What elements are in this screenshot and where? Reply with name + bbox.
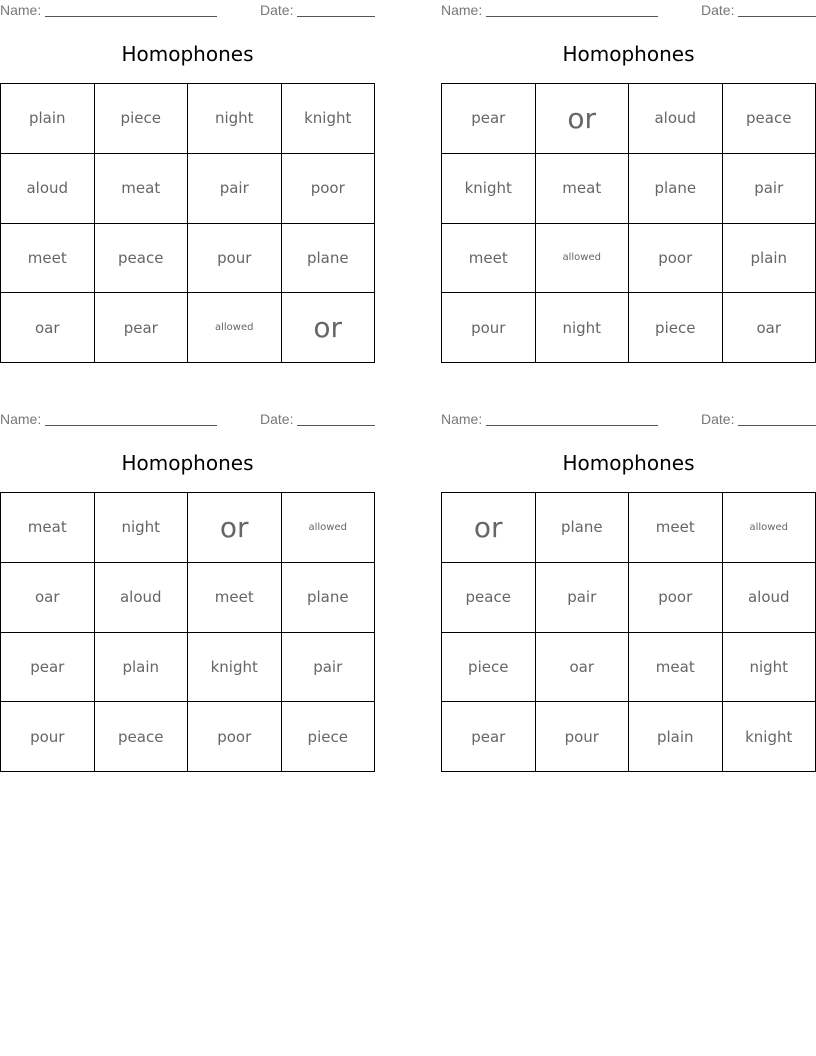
grid-cell[interactable]: aloud [723, 563, 816, 633]
grid-cell[interactable]: pour [442, 293, 536, 363]
date-label: Date: [260, 2, 294, 18]
grid-cell[interactable]: plane [629, 154, 723, 224]
grid-cell[interactable]: poor [629, 224, 723, 294]
grid-cell[interactable]: pear [442, 84, 536, 154]
grid-cell[interactable]: meat [95, 154, 189, 224]
grid-cell[interactable]: pear [442, 702, 536, 772]
grid-cell[interactable]: plain [629, 702, 723, 772]
grid-cell[interactable]: meat [1, 493, 95, 563]
grid-cell[interactable]: or [442, 493, 536, 563]
bingo-grid [441, 83, 816, 363]
date-label: Date: [701, 411, 735, 427]
grid-cell[interactable]: meat [629, 633, 723, 703]
grid-cell[interactable]: aloud [1, 154, 95, 224]
date-line[interactable] [297, 425, 375, 426]
grid-cell[interactable]: piece [629, 293, 723, 363]
grid-cell[interactable]: meet [1, 224, 95, 294]
grid-cell[interactable]: pair [282, 633, 376, 703]
bingo-grid [441, 492, 816, 772]
grid-cell[interactable]: night [188, 84, 282, 154]
grid-cell[interactable]: plain [1, 84, 95, 154]
grid-cell[interactable]: meet [188, 563, 282, 633]
name-label: Name: [441, 2, 483, 18]
grid-cell[interactable]: poor [629, 563, 723, 633]
name-line[interactable] [45, 425, 217, 426]
bingo-card-2 [441, 0, 816, 364]
grid-cell[interactable]: pair [536, 563, 630, 633]
grid-cell[interactable]: knight [188, 633, 282, 703]
grid-cell[interactable]: meet [629, 493, 723, 563]
grid-cell[interactable]: allowed [536, 224, 630, 294]
grid-cell[interactable]: or [536, 84, 630, 154]
date-label: Date: [260, 411, 294, 427]
grid-cell[interactable]: allowed [723, 493, 816, 563]
grid-cell[interactable]: aloud [95, 563, 189, 633]
bingo-grid [0, 83, 375, 363]
grid-cell[interactable]: pair [188, 154, 282, 224]
grid-cell[interactable]: aloud [629, 84, 723, 154]
grid-cell[interactable]: peace [442, 563, 536, 633]
grid-cell[interactable]: piece [282, 702, 376, 772]
grid-cell[interactable]: peace [95, 702, 189, 772]
grid-cell[interactable]: oar [1, 293, 95, 363]
grid-cell[interactable]: plane [282, 224, 376, 294]
grid-cell[interactable]: pair [723, 154, 816, 224]
name-line[interactable] [486, 425, 658, 426]
card-title: Homophones [121, 451, 254, 475]
name-label: Name: [441, 411, 483, 427]
grid-cell[interactable]: knight [442, 154, 536, 224]
grid-cell[interactable]: pour [536, 702, 630, 772]
grid-cell[interactable]: plane [282, 563, 376, 633]
bingo-card-1 [0, 0, 375, 364]
grid-cell[interactable]: allowed [282, 493, 376, 563]
grid-cell[interactable]: pour [188, 224, 282, 294]
grid-cell[interactable]: allowed [188, 293, 282, 363]
grid-cell[interactable]: piece [442, 633, 536, 703]
card-title: Homophones [562, 42, 695, 66]
date-label: Date: [701, 2, 735, 18]
grid-cell[interactable]: peace [723, 84, 816, 154]
grid-cell[interactable]: night [95, 493, 189, 563]
grid-cell[interactable]: knight [282, 84, 376, 154]
grid-cell[interactable]: pour [1, 702, 95, 772]
name-line[interactable] [486, 16, 658, 17]
date-line[interactable] [297, 16, 375, 17]
grid-cell[interactable]: peace [95, 224, 189, 294]
grid-cell[interactable]: poor [188, 702, 282, 772]
card-header [0, 411, 375, 427]
bingo-card-4 [441, 409, 816, 773]
name-line[interactable] [45, 16, 217, 17]
grid-cell[interactable]: oar [1, 563, 95, 633]
grid-cell[interactable]: meet [442, 224, 536, 294]
name-label: Name: [0, 2, 42, 18]
grid-cell[interactable]: plain [95, 633, 189, 703]
grid-cell[interactable]: pear [95, 293, 189, 363]
card-header [0, 2, 375, 18]
grid-cell[interactable]: night [723, 633, 816, 703]
grid-cell[interactable]: knight [723, 702, 816, 772]
grid-cell[interactable]: or [188, 493, 282, 563]
grid-cell[interactable]: night [536, 293, 630, 363]
grid-cell[interactable]: oar [723, 293, 816, 363]
card-title: Homophones [121, 42, 254, 66]
date-line[interactable] [738, 16, 816, 17]
grid-cell[interactable]: oar [536, 633, 630, 703]
grid-cell[interactable]: plane [536, 493, 630, 563]
date-line[interactable] [738, 425, 816, 426]
grid-cell[interactable]: piece [95, 84, 189, 154]
card-header [441, 2, 816, 18]
grid-cell[interactable]: pear [1, 633, 95, 703]
grid-cell[interactable]: poor [282, 154, 376, 224]
name-label: Name: [0, 411, 42, 427]
grid-cell[interactable]: meat [536, 154, 630, 224]
card-title: Homophones [562, 451, 695, 475]
card-header [441, 411, 816, 427]
bingo-card-3 [0, 409, 375, 773]
grid-cell[interactable]: plain [723, 224, 816, 294]
grid-cell[interactable]: or [282, 293, 376, 363]
bingo-grid [0, 492, 375, 772]
